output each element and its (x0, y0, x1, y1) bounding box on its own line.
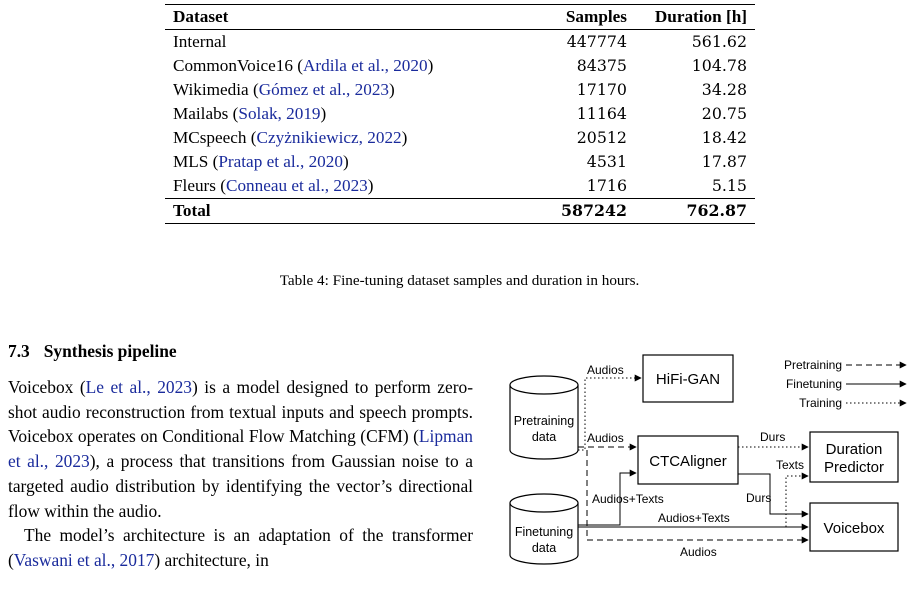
dataset-citation-link[interactable]: Conneau et al., 2023 (226, 176, 368, 195)
table-row (165, 102, 755, 126)
duration-cell: 20.75 (701, 104, 747, 123)
dataset-name-cell (165, 174, 517, 199)
column-header-duration: Duration [h] (627, 5, 755, 30)
legend-finetuning-label: Finetuning (785, 377, 842, 391)
dataset-name-cell (165, 54, 517, 78)
paragraph-1 (8, 375, 473, 523)
citation-close-paren: ) (401, 128, 408, 147)
legend-training-label: Training (799, 396, 842, 410)
dataset-citation-link[interactable]: Pratap et al., 2020 (218, 152, 343, 171)
edge-label-durs-vb: Durs (746, 491, 772, 505)
table-row (165, 54, 755, 78)
text-run: ), a process that transitions from Gaussian noise to a targeted audio distribution by identifying the vector’s directional flow within the audio. (8, 451, 473, 521)
pretraining-data-label: Pretraining (513, 414, 575, 428)
finetuning-data-label: Finetuning (514, 525, 574, 539)
samples-cell: 1716 (586, 176, 627, 195)
dataset-citation-link[interactable]: Czyżnikiewicz, 2022 (256, 128, 402, 147)
table-header-row (165, 5, 755, 30)
dataset-name: CommonVoice16 ( (173, 56, 304, 75)
column-header-samples: Samples (517, 5, 627, 30)
table-row (165, 126, 755, 150)
table-body (165, 30, 755, 199)
dataset-name-cell (165, 102, 517, 126)
citation-close-paren: ) (427, 56, 434, 75)
citation-close-paren: ) (342, 152, 349, 171)
edge-label-durs-dp: Durs (760, 430, 786, 444)
ctcaligner-label: CTCAligner (649, 453, 727, 470)
section-body (8, 375, 473, 573)
total-duration: 762.87 (627, 199, 755, 224)
synthesis-pipeline-diagram (470, 350, 910, 580)
duration-cell: 18.42 (701, 128, 747, 147)
duration-predictor-label-2: Predictor (823, 459, 885, 476)
text-run: ) is a model designed to perform zero-shot audio reconstruction from textual inputs and speech prompts. Voicebox operates on Conditional Flow Matching (CFM) ( (8, 377, 473, 447)
diagram-legend (784, 358, 906, 410)
table-row (165, 30, 755, 55)
voicebox-node (810, 503, 898, 551)
samples-cell: 447774 (566, 32, 627, 51)
dataset-name-cell (165, 150, 517, 174)
duration-cell: 104.78 (691, 56, 747, 75)
dataset-name: Wikimedia ( (173, 80, 259, 99)
section-title: Synthesis pipeline (43, 341, 177, 361)
samples-cell: 84375 (576, 56, 627, 75)
dataset-table-container (165, 4, 755, 224)
dataset-name: Internal (173, 32, 227, 51)
column-header-dataset: Dataset (165, 5, 517, 30)
dataset-citation-link[interactable]: Solak, 2019 (238, 104, 321, 123)
citation-link-vaswani[interactable]: Vaswani et al., 2017 (13, 549, 155, 570)
dataset-name-cell (165, 126, 517, 150)
ctcaligner-node (638, 436, 738, 484)
dataset-name: Mailabs ( (173, 104, 239, 123)
edge-label-audios-hifigan: Audios (587, 363, 624, 377)
total-label: Total (165, 199, 517, 224)
samples-cell: 11164 (576, 104, 627, 123)
samples-cell: 4531 (586, 152, 627, 171)
dataset-table (165, 4, 755, 224)
dataset-name: MLS ( (173, 152, 219, 171)
edge-label-texts-dp: Texts (776, 458, 805, 472)
text-run: The model’s architecture is an adaptation of the transformer ( (8, 525, 473, 570)
finetuning-data-label-2: data (531, 541, 557, 555)
dataset-name: MCspeech ( (173, 128, 257, 147)
dataset-name-cell (165, 30, 517, 55)
duration-cell: 5.15 (711, 176, 747, 195)
dataset-citation-link[interactable]: Ardila et al., 2020 (303, 56, 428, 75)
total-samples: 587242 (517, 199, 627, 224)
samples-cell: 17170 (576, 80, 627, 99)
section-heading (8, 341, 177, 362)
edge-label-audios-texts-vb: Audios+Texts (658, 511, 730, 525)
pretraining-data-label-2: data (531, 430, 557, 444)
section-number: 7.3 (8, 341, 30, 361)
finetuning-data-node (510, 494, 578, 564)
dataset-citation-link[interactable]: Gómez et al., 2023 (258, 80, 390, 99)
citation-link-le[interactable]: Le et al., 2023 (85, 377, 192, 397)
paragraph-2 (8, 523, 473, 572)
duration-predictor-label: Duration (825, 441, 883, 458)
legend-pretraining-label: Pretraining (783, 358, 842, 372)
duration-cell: 17.87 (701, 152, 747, 171)
duration-predictor-node (810, 432, 898, 482)
text-run: ) architecture, in (154, 549, 269, 570)
table-row (165, 150, 755, 174)
dataset-name-cell (165, 78, 517, 102)
citation-close-paren: ) (367, 176, 374, 195)
pretraining-data-node (510, 376, 578, 459)
edge-label-audios-ctc: Audios (587, 431, 624, 445)
table-row (165, 78, 755, 102)
edge-texts-to-duration-predictor (786, 476, 808, 527)
edge-label-audios-texts-ctc: Audios+Texts (592, 492, 664, 506)
duration-cell: 34.28 (701, 80, 747, 99)
table-row (165, 174, 755, 199)
table-caption: Table 4: Fine-tuning dataset samples and duration in hours. (279, 272, 640, 289)
duration-cell: 561.62 (691, 32, 747, 51)
dataset-name: Fleurs ( (173, 176, 226, 195)
hifigan-node (643, 355, 733, 402)
samples-cell: 20512 (576, 128, 627, 147)
table-total-row (165, 199, 755, 224)
text-run: Voicebox ( (8, 377, 86, 397)
citation-close-paren: ) (320, 104, 327, 123)
citation-link-lipman[interactable]: Lipman et al., 2023 (8, 426, 473, 472)
voicebox-label: Voicebox (823, 520, 885, 537)
edge-label-audios-bottom: Audios (680, 545, 717, 559)
citation-close-paren: ) (389, 80, 395, 99)
hifigan-label: HiFi-GAN (655, 371, 721, 388)
